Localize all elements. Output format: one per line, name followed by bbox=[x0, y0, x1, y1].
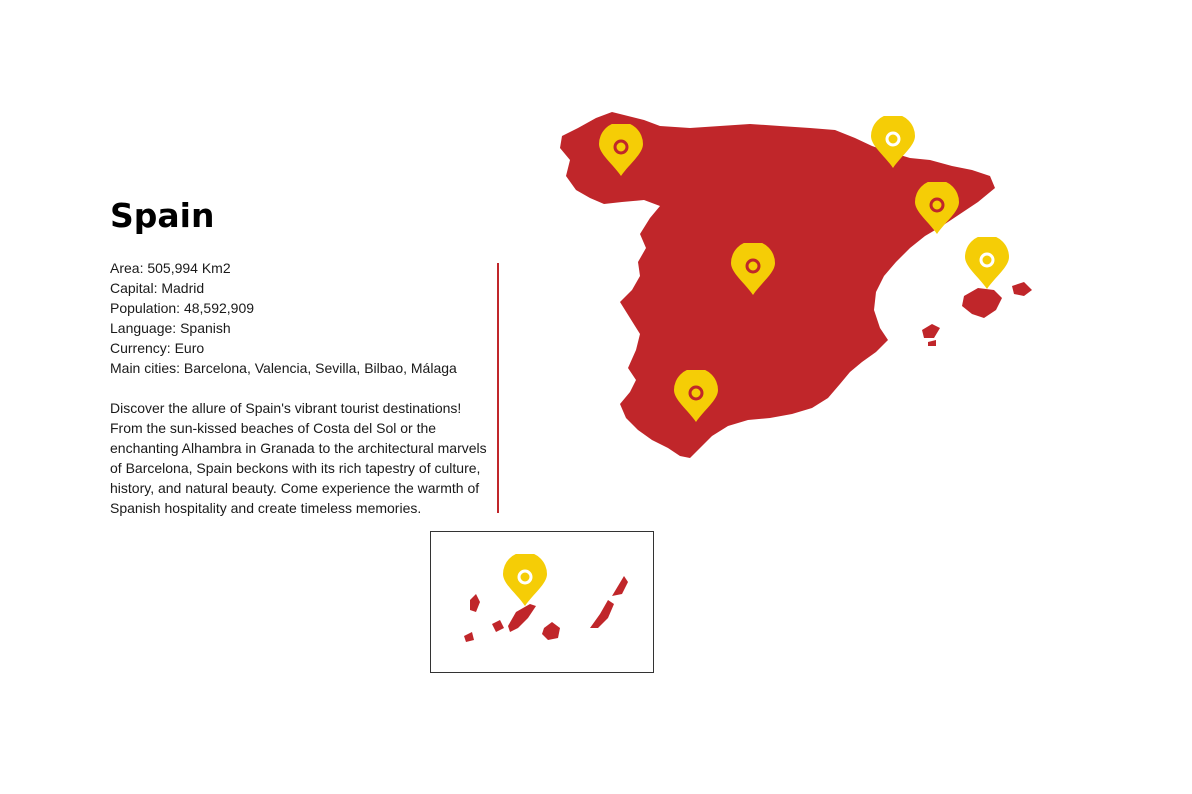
mallorca-island bbox=[962, 288, 1002, 318]
gran-canaria-island bbox=[542, 622, 560, 640]
la-palma-island bbox=[470, 594, 480, 612]
description-paragraph: Discover the allure of Spain's vibrant tourist destinations! From the sun-kissed beaches of Costa del Sol or the enchanting Alhambra in Granada to the architectural marvels of Barcelona, Spain beckons with its rich tapestry of culture, history, and natural beauty. Come experience the warmth of Spanish hospitality and create timeless memories. bbox=[110, 400, 487, 516]
fact-area: Area: 505,994 Km2 bbox=[110, 260, 231, 276]
fuerteventura-island bbox=[590, 600, 614, 628]
fact-capital: Capital: Madrid bbox=[110, 280, 205, 296]
ibiza-island bbox=[922, 324, 940, 338]
fact-currency: Currency: Euro bbox=[110, 340, 205, 356]
el-hierro-island bbox=[464, 632, 474, 642]
fact-language: Language: Spanish bbox=[110, 320, 231, 336]
fact-main-cities: Main cities: Barcelona, Valencia, Sevilla, Bilbao, Málaga bbox=[110, 360, 457, 376]
la-gomera-island bbox=[492, 620, 504, 632]
lanzarote-island bbox=[612, 576, 628, 596]
tenerife-island bbox=[508, 604, 536, 632]
map-pin-canary-islands bbox=[503, 552, 547, 606]
menorca-island bbox=[1012, 282, 1032, 296]
map-pin-balearic bbox=[965, 235, 1009, 289]
formentera-island bbox=[928, 340, 936, 346]
fact-population: Population: 48,592,909 bbox=[110, 300, 255, 316]
country-title: Spain bbox=[110, 196, 215, 235]
